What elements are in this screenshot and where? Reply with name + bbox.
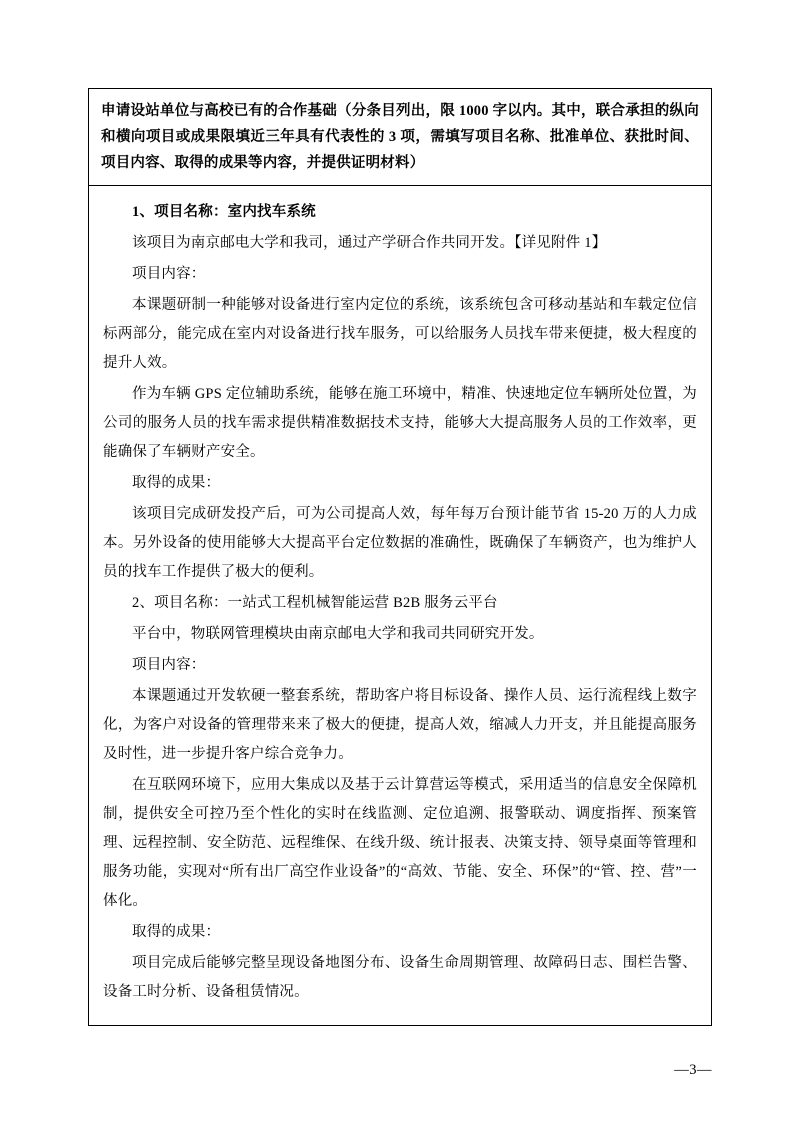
project-2-content-para-1: 本课题通过开发软硬一整套系统，帮助客户将目标设备、操作人员、运行流程线上数字化，为客户对设备的管理带来来了极大的便捷，提高人效，缩减人力开支，并且能提高服务及时性，进一步提升客户综合竞争力。 — [103, 688, 697, 763]
project-2-results-label: 取得的成果： — [132, 924, 221, 941]
project-1-content-label: 项目内容： — [132, 266, 206, 283]
page-number: —3— — [674, 1062, 712, 1078]
project-1-content-para-2: 作为车辆 GPS 定位辅助系统，能够在施工环境中，精准、快速地定位车辆所处位置，为公司的服务人员的找车需求提供精准数据技术支持，能够大大提高服务人员的工作效率，更能确保了车辆财产安全。 — [103, 386, 697, 461]
project-2-title: 2、项目名称：一站式工程机械智能运营 B2B 服务云平台 — [132, 595, 498, 612]
project-2-content-label: 项目内容： — [132, 657, 206, 674]
project-2-content-para-2: 在互联网环境下，应用大集成以及基于云计算营运等模式，采用适当的信息安全保障机制，提供安全可控乃至个性化的实时在线监测、定位追溯、报警联动、调度指挥、预案管理、远程控制、安全防范、远程维保、在线升级、统计报表、决策支持、领导桌面等管理和服务功能，实现对“所有出厂高空作业设备”的“高效、节能、安全、环保”的“管、控、营”一体化。 — [103, 777, 697, 910]
header-instruction-text: 申请设站单位与高校已有的合作基础（分条目列出，限 1000 字以内。其中，联合承担的纵向和横向项目或成果限填近三年具有代表性的 3 项，需填写项目名称、批准单位、获批时间、项目内容、取得的成果等内容，并提供证明材料） — [101, 103, 699, 171]
project-2-results-para: 项目完成后能够完整呈现设备地图分布、设备生命周期管理、故障码日志、围栏告警、设备工时分析、设备租赁情况。 — [103, 955, 697, 1001]
content-table — [88, 88, 712, 1026]
table-body-cell — [89, 186, 711, 1025]
project-1-results-para: 该项目完成研发投产后，可为公司提高人效，每年每万台预计能节省 15-20 万的人力成本。另外设备的使用能够大大提高平台定位数据的准确性，既确保了车辆资产，也为维护人员的找车工作提供了极大的便利。 — [103, 506, 697, 581]
project-1-content-para-1: 本课题研制一种能够对设备进行室内定位的系统，该系统包含可移动基站和车载定位信标两部分，能完成在室内对设备进行找车服务，可以给服务人员找车带来便捷，极大程度的提升人效。 — [103, 297, 697, 372]
project-1-title: 1、项目名称：室内找车系统 — [132, 204, 316, 221]
project-1-results-label: 取得的成果： — [132, 475, 221, 492]
table-header-cell — [89, 89, 711, 186]
project-2-cooperation: 平台中，物联网管理模块由南京邮电大学和我司共同研究开发。 — [132, 626, 544, 643]
project-1-cooperation: 该项目为南京邮电大学和我司，通过产学研合作共同开发。【详见附件 1】 — [132, 235, 607, 252]
